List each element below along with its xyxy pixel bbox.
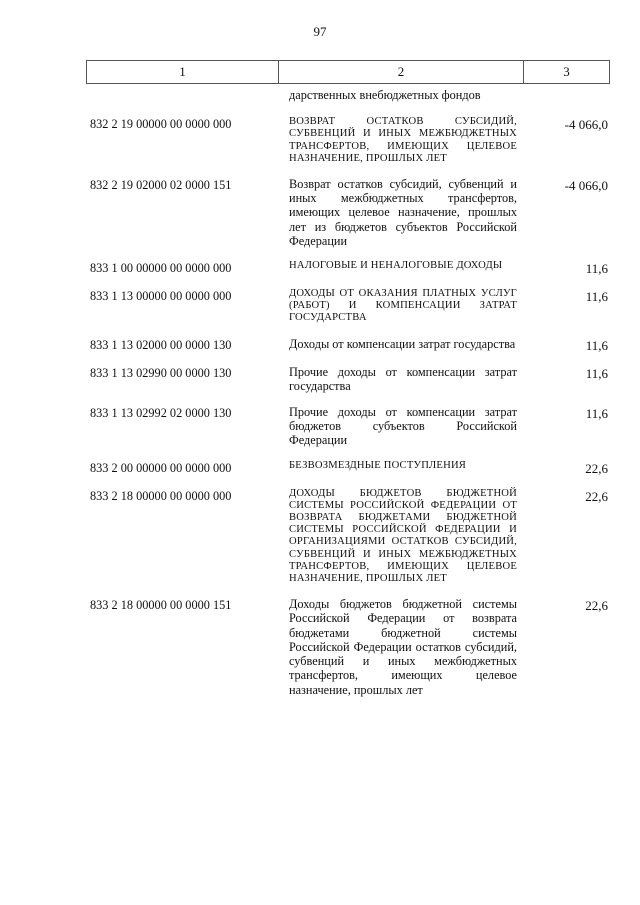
budget-code: 833 2 18 00000 00 0000 000 [90, 488, 232, 503]
table-row [86, 288, 610, 325]
row-amount: -4 066,0 [564, 178, 608, 194]
budget-code: 833 2 18 00000 00 0000 151 [90, 598, 232, 613]
page-number: 97 [313, 24, 327, 39]
table-header [86, 60, 610, 84]
row-description: Прочие доходы от компенсации затрат бюджетов субъектов Российской Федерации [289, 405, 517, 448]
row-amount: 22,6 [585, 488, 608, 504]
table-row [86, 488, 610, 586]
row-amount: 22,6 [585, 460, 608, 476]
table-row [86, 116, 610, 165]
column-header-code: 1 [87, 61, 279, 83]
row-amount [517, 88, 610, 102]
table-row [86, 597, 610, 696]
row-description: НАЛОГОВЫЕ И НЕНАЛОГОВЫЕ ДОХОДЫ [289, 260, 503, 272]
table-row [86, 337, 610, 353]
row-description: БЕЗВОЗМЕЗДНЫЕ ПОСТУПЛЕНИЯ [289, 459, 467, 471]
budget-code: 833 1 13 02992 02 0000 130 [90, 406, 232, 421]
column-header-description: 2 [279, 61, 524, 83]
row-description: ДОХОДЫ ОТ ОКАЗАНИЯ ПЛАТНЫХ УСЛУГ (РАБОТ) И КОМПЕНСАЦИИ ЗАТРАТ ГОСУДАРСТВА [289, 288, 517, 324]
row-description: Доходы от компенсации затрат государства [289, 336, 516, 351]
row-amount: 11,6 [585, 406, 608, 422]
table-row [86, 460, 610, 476]
row-amount: 11,6 [585, 289, 608, 305]
row-description: дарственных внебюджетных фондов [289, 88, 481, 102]
table-row [86, 260, 610, 276]
table-row [86, 177, 610, 248]
row-description: Прочие доходы от компенсации затрат государства [289, 364, 517, 393]
table-row [86, 365, 610, 393]
table-body [86, 88, 610, 709]
budget-code: 833 1 13 00000 00 0000 000 [90, 289, 232, 304]
budget-code: 833 1 00 00000 00 0000 000 [90, 261, 232, 276]
budget-code [86, 88, 289, 102]
row-description: Возврат остатков субсидий, субвенций и иных межбюджетных трансфертов, имеющих целевое назначение, прошлых лет из бюджетов субъектов Российской Федерации [289, 177, 517, 248]
row-amount: 11,6 [585, 365, 608, 381]
row-description: ДОХОДЫ БЮДЖЕТОВ БЮДЖЕТНОЙ СИСТЕМЫ РОССИЙСКОЙ ФЕДЕРАЦИИ ОТ ВОЗВРАТА БЮДЖЕТАМИ БЮДЖЕТНОЙ СИСТЕМЫ РОССИЙСКОЙ ФЕДЕРАЦИИ И ОРГАНИЗАЦИЯМИ ОСТАТКОВ СУБСИДИЙ, СУБВЕНЦИЙ И ИНЫХ МЕЖБЮДЖЕТНЫХ ТРАНСФЕРТОВ, ИМЕЮЩИХ ЦЕЛЕВОЕ НАЗНАЧЕНИЕ, ПРОШЛЫХ ЛЕТ [289, 487, 517, 585]
row-description: Доходы бюджетов бюджетной системы Российской Федерации от возврата бюджетами бюджетной системы Российской Федерации остатков субсидий, субвенций и иных межбюджетных трансфертов, имеющих целевое назначение, прошлых лет [289, 597, 517, 697]
row-amount: 22,6 [585, 598, 608, 614]
row-amount: 11,6 [585, 261, 608, 277]
budget-code: 833 1 13 02990 00 0000 130 [90, 365, 232, 380]
budget-code: 833 2 00 00000 00 0000 000 [90, 460, 232, 475]
column-header-amount: 3 [563, 64, 570, 79]
table-row [86, 405, 610, 448]
budget-code: 833 1 13 02000 00 0000 130 [90, 337, 232, 352]
budget-code: 832 2 19 02000 02 0000 151 [90, 178, 232, 193]
table-row [86, 88, 610, 102]
row-amount: -4 066,0 [564, 117, 608, 133]
budget-code: 832 2 19 00000 00 0000 000 [90, 117, 232, 132]
row-amount: 11,6 [585, 337, 608, 353]
row-description: ВОЗВРАТ ОСТАТКОВ СУБСИДИЙ, СУБВЕНЦИЙ И ИНЫХ МЕЖБЮДЖЕТНЫХ ТРАНСФЕРТОВ, ИМЕЮЩИХ ЦЕЛЕВОЕ НАЗНАЧЕНИЕ, ПРОШЛЫХ ЛЕТ [289, 116, 517, 164]
